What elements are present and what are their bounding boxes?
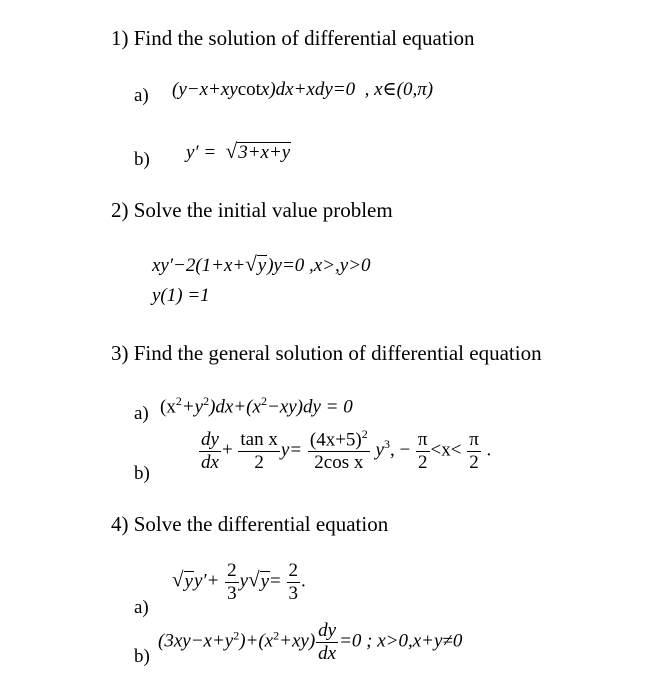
q3-b-equation: $\frac{dy}{dx}$ + $\frac{\text{tan x}}{2}$ y= $\frac{(4x+5)^2}{\text{2cos x}}$ $y^3$, − $\frac{\pi}{2}$ <x< $\frac{\pi}{2}$ . [201,427,492,474]
q3-a-label: a) [134,403,149,424]
q1-a-equation: (y−x+xycotx)dx+xdy=0 , x∈(0,π) [172,79,434,100]
q4-b-equation: $(3xy-x+y^2)+(x^2+xy)$ $\frac{dy}{dx}$ =0 ; x>0,x+y≠0 [158,620,463,664]
q1-heading: 1) Find the solution of differential equation [111,26,475,50]
q1-b-label: b) [134,149,150,170]
q3-b-frac-tan: $\frac{\text{tan x}}{2}$ [240,428,278,473]
q4-a-frac-two-thirds: $\frac{2}{3}$ [227,560,237,604]
q4-b-label: b) [134,646,150,667]
q3-a-equation: $(x^2+y^2)dx+(x^2-xy)dy = 0$ [160,394,353,418]
q2-initial-condition: y(1) =1 [152,285,210,306]
q4-a-equation: √yy′+ $\frac{2}{3}$ y√y= $\frac{2}{3}$ . [172,560,306,604]
q4-a-frac-rhs: $\frac{2}{3}$ [288,560,299,604]
q1-a-label: a) [134,85,149,106]
q3-b-label: b) [134,463,150,484]
q2-heading: 2) Solve the initial value problem [111,198,393,222]
q4-b-frac-dydx: $\frac{dy}{dx}$ [318,620,337,664]
q4-heading: 4) Solve the differential equation [111,512,389,536]
q3-b-frac-rhs: $\frac{(4x+5)^2}{\text{2cos x}}$ [309,427,368,474]
q3-b-frac-pi-left: $\frac{\pi}{2}$ [417,428,428,473]
q3-heading: 3) Find the general solution of differential equation [111,341,542,365]
q4-a-label: a) [134,597,149,618]
q1-b-equation: y′ = √3+x+y [186,139,291,163]
q2-equation: xy′−2(1+x+√y)y=0 ,x>,y>0 [152,252,371,276]
q3-b-frac-dydx: $\frac{dy}{dx}$ [201,428,219,473]
q3-b-frac-pi-right: $\frac{\pi}{2}$ [469,428,479,473]
